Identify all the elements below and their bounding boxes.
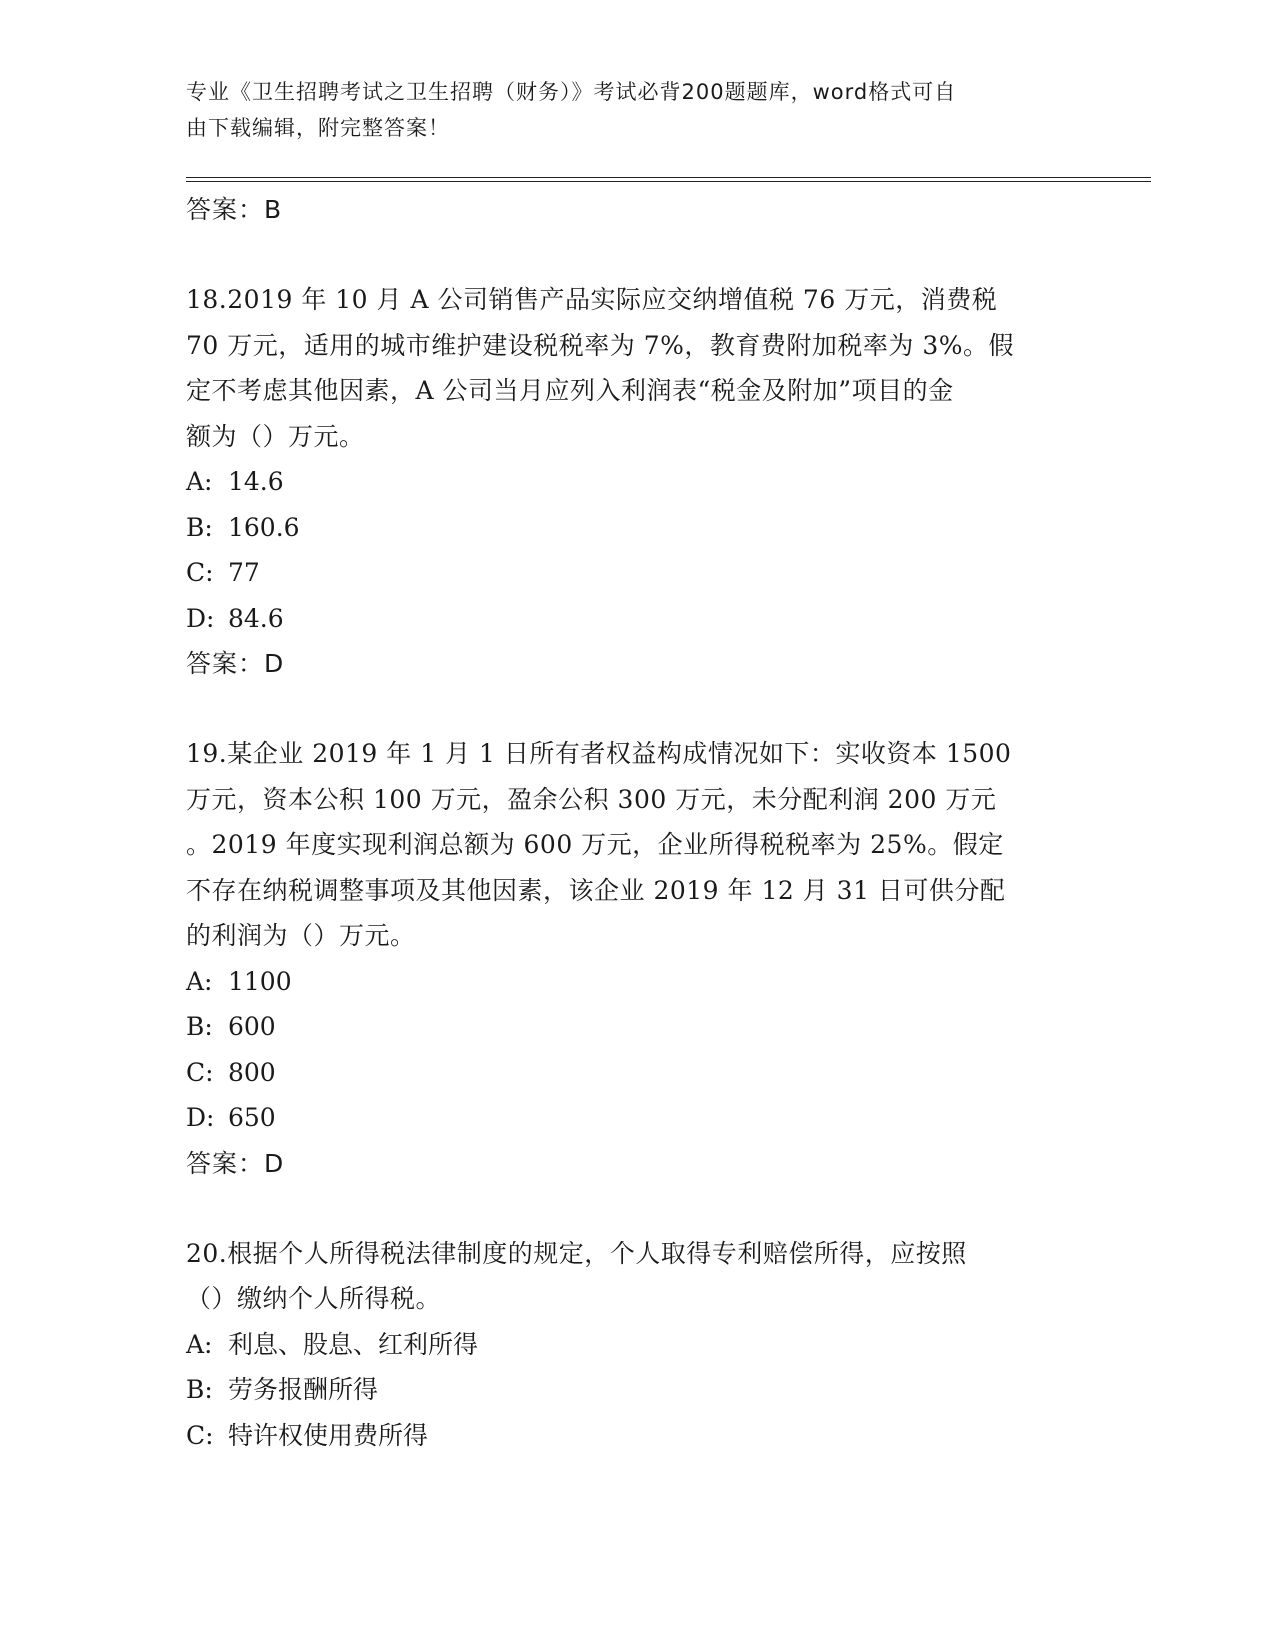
option-key: D: xyxy=(186,603,215,633)
answer-value: B xyxy=(264,195,283,224)
question-stem xyxy=(186,1231,1076,1322)
stem-line: 19.某企业 2019 年 1 月 1 日所有者权益构成情况如下：实收资本 1500 xyxy=(186,739,1012,768)
option-key: A: xyxy=(186,966,213,996)
stem-line: 。2019 年度实现利润总额为 600 万元，企业所得税税率为 25%。假定 xyxy=(186,830,1004,859)
stem-line: 定不考虑其他因素，A 公司当月应列入利润表“税金及附加”项目的金 xyxy=(186,376,954,405)
stem-line: 不存在纳税调整事项及其他因素，该企业 2019 年 12 月 31 日可供分配 xyxy=(186,875,1006,905)
stem-line: 70 万元，适用的城市维护建设税税率为 7%，教育费附加税率为 3%。假 xyxy=(186,330,1014,360)
option-c xyxy=(186,1413,1086,1459)
option-b xyxy=(186,505,1086,551)
option-text: 利息、股息、红利所得 xyxy=(228,1329,479,1359)
stem-line: 20.根据个人所得税法律制度的规定，个人取得专利赔偿所得，应按照 xyxy=(186,1238,967,1268)
option-a xyxy=(186,1322,1086,1368)
stem-line: 万元，资本公积 100 万元，盈余公积 300 万元，未分配利润 200 万元 xyxy=(186,784,997,814)
option-text: 14.6 xyxy=(228,467,284,496)
option-key: C: xyxy=(186,1057,214,1087)
option-key: B: xyxy=(186,1375,213,1404)
option-text: 84.6 xyxy=(228,603,284,633)
option-key: A: xyxy=(186,1329,213,1359)
question-19 xyxy=(186,731,1086,1186)
option-text: 800 xyxy=(228,1057,276,1087)
answer-label: 答案： xyxy=(186,195,265,224)
option-text: 1100 xyxy=(228,966,292,996)
option-text: 77 xyxy=(228,558,260,587)
option-key: B: xyxy=(186,1012,213,1041)
stem-line: 18.2019 年 10 月 A 公司销售产品实际应交纳增值税 76 万元，消费税 xyxy=(186,285,998,314)
option-b xyxy=(186,1367,1086,1413)
header-line-1: 专业《卫生招聘考试之卫生招聘（财务）》考试必背200题题库，word格式可自 xyxy=(186,80,957,104)
option-b xyxy=(186,1004,1086,1050)
option-c xyxy=(186,1050,1086,1096)
option-key: D: xyxy=(186,1103,215,1132)
option-text: 600 xyxy=(228,1012,276,1041)
option-c xyxy=(186,550,1086,596)
option-text: 劳务报酬所得 xyxy=(228,1375,379,1404)
prev-answer xyxy=(186,187,1086,232)
answer-label: 答案： xyxy=(186,1148,265,1178)
stem-line: 的利润为（）万元。 xyxy=(186,921,416,950)
header-divider-top xyxy=(186,177,1151,178)
question-content xyxy=(186,187,1086,1458)
question-18 xyxy=(186,277,1086,686)
option-d xyxy=(186,1095,1086,1141)
option-d xyxy=(186,596,1086,642)
question-20 xyxy=(186,1231,1086,1459)
question-answer xyxy=(186,641,1086,686)
question-stem xyxy=(186,277,1076,459)
option-text: 650 xyxy=(228,1103,276,1132)
question-stem xyxy=(186,731,1076,959)
answer-value: D xyxy=(264,649,285,678)
option-text: 160.6 xyxy=(228,512,300,542)
option-key: A: xyxy=(186,467,213,496)
option-key: C: xyxy=(186,1420,214,1450)
document-header xyxy=(186,74,1066,146)
answer-label: 答案： xyxy=(186,649,265,678)
option-key: C: xyxy=(186,558,214,587)
stem-line: （）缴纳个人所得税。 xyxy=(186,1284,442,1313)
option-a xyxy=(186,459,1086,505)
option-a xyxy=(186,959,1086,1005)
header-divider-bottom xyxy=(186,181,1151,182)
option-key: B: xyxy=(186,512,213,542)
stem-line: 额为（）万元。 xyxy=(186,421,365,451)
question-answer xyxy=(186,1141,1086,1186)
header-line-2: 由下载编辑，附完整答案！ xyxy=(186,116,450,140)
answer-value: D xyxy=(264,1148,285,1178)
option-text: 特许权使用费所得 xyxy=(228,1420,429,1450)
